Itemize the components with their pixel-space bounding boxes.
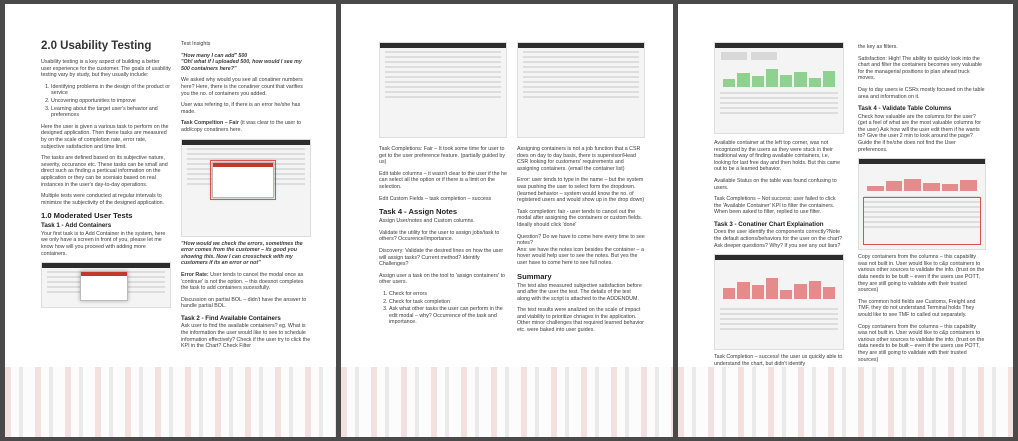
page-title: 2.0 Usability Testing [41,40,152,52]
chart-screenshot-thumbnail [714,42,844,134]
spread1-left-column [41,40,171,312]
screenshot-thumbnail [379,42,507,138]
intro-paragraph: Usability testing is a key aspect of building a better user experience for the customer. The goals of usability testing vary by study, but they usually include: [41,59,171,79]
task-heading: Task 3 - Conatiner Chart Explaination [714,220,824,228]
paragraph: Your first task is to Add Container in the system, here we only have a screen in front of you, please let me know how will you proceed with adding more containers. [41,230,166,257]
paragraph: The test also measured subjective satisfaction before and after the user the test. The details of the test along with the script is attached to the ADDENDUM. [517,282,642,302]
paragraph: Ask user to find the available containers? eg. What is the information the user would like to see to schedule information effectively? Check if the user try to click the KPI in the Chart? Check Filter [181,323,311,350]
goals-list [51,84,171,119]
paragraph: Here the user is given a various task to perform on the designed application. Then these tasks are measured by on the scale of completion rate, error rate, subjective satisfaction and time limit. [41,123,169,150]
insights-label: Test Insights [181,41,211,47]
task-heading: Task 4 - Assign Notes [379,207,458,217]
paragraph: Available container at the left top corner, was not recognized by the users as they were stuck in their traditional way of finding available containers, i.e, looking for last free day and then holds. But this came out to be a learned behavior. [714,140,841,173]
paragraph: Task Completions: Fair – It took some time for user to get to the user preference feature. (partially guided by us) [379,146,506,166]
spread-3 [678,4,1013,437]
task-heading: Task 2 - Find Available Containers [181,314,281,322]
paragraph: User was refering to, if there is an error he/she has made. [181,102,301,115]
paragraph: Question? Do we have to come here every time to see notes? Ans: we have the notes icon besides the container – a hover would help user to see the notes. But yes the user have to come here to see full notes. [517,233,645,266]
spread2-right-column [517,42,645,339]
paragraph: Validate the utility for the user to assign jobs/task to others? Occurence/Importance. [379,229,500,243]
list-item: 1. Check for errors [389,291,507,298]
paragraph: The test results were analized on the scale of impact and viability to prioritize chnages in the application. Other minor challenges that required learned behavior etc. were baked into user guides. [517,307,644,334]
paragraph: We asked why would you see all conatiner numbers here? Here, there is the conatiner count that varifies you the no. of containers you added. [181,77,303,97]
spread3-right-column [858,44,986,368]
spread-1 [5,4,336,437]
paragraph: Copy containers from the columns – this capability was not built in. User would like to c&p containers to various other sources to validate the info. (trust on the data needs to be built – even if the users use POTT, they are still going to validate with their trusted sources) [858,254,985,294]
paragraph: Available Status on the table was found confusing to users. [714,177,837,191]
paragraph: Multiple tests were conducted at regular intervals to minimize the subjectivity of the designed application. [41,193,165,206]
paragraph: Task completion: fair - user tends to cancel out the modal after assigning the containers or custom fields. Ideally should click 'done' [517,208,643,228]
screenshot-thumbnail [517,42,645,138]
paragraph: Error: user tends to type in the name – but the system was pushing the user to select form the dropdown. (learned behavior – system would know the no. of registered users and would show up in the drop down) [517,177,645,204]
paragraph: Copy containers from the columns – this capability was not built in. User would like to c&p containers to various other sources to validate the info. (trust on the data needs to be built – even if the users use POTT, they are still going to validate with their trusted sources) [858,323,985,363]
highlight-frame [863,197,981,245]
paragraph: Discovery: Validate the desired lines on how the user will assign tasks? Current method? Identify Challenges? [379,247,504,268]
paragraph: Task Completion – success! the user us quickly able to understand the chart, but didn't identify [714,354,843,367]
screenshot-thumbnail [181,139,311,237]
paragraph: Assigning containers is not a job function that a CSR does on day to day basis, there is supervisor/Head CSR looking for customers' requirements and assigning containers. (email the container list) [517,146,641,172]
label: Error Rate: [181,271,209,278]
label: Task Compeltion – Fair [181,120,239,127]
paragraph: Edit table columns – it wasn't clear to the user if the he can select all the option or if there is a limit on the selection. [379,170,507,190]
task-heading: Task 1 - Add Containers [41,222,112,230]
paragraph: Check how valuable are the columns for the user? (get a feel of what are the most valuable columns for the user) Ask how will the user edit them if he wants to? Give the user 2 min to look around the page? Guide the if he/she does not find the User preferences. [858,113,982,153]
paragraph: Day to day users ie CSRs mostly focused on the table area and information on it. [858,86,985,100]
paragraph: Task Completions – Not success: user failed to click the 'Available Container' KPI to filter the containers. When been asked to filter, replied to use filter. [714,196,836,216]
chart-bars [723,277,835,299]
chart-bars [867,177,977,191]
paragraph: Does the user identify the components correctly?Note the default actions/behaviors for the user on the chart?Ask deeper questions? Why? If you see any out liars? [714,229,843,249]
quote: "How many I can add" 500 "Oh! what if I uploaded 500, how would I see my 500 containers here?" [181,52,302,72]
background-illustration [341,367,673,437]
paragraph: The common hold fields are Customs, Freight and TMF, they do not understand Terminal holds They would like to see TMF to called out separately. [858,298,976,318]
chart-bars [723,67,835,87]
checklist [389,291,507,326]
paragraph: Assign user a task on the tool to 'assign containers' to other users. [379,272,505,286]
modal-thumbnail [80,271,128,301]
section-heading: 1.0 Moderated User Tests [41,211,133,221]
task-completion-note: Task Compeltion – Fair (it was clear to the user to add/copy conatiners here. [181,120,302,133]
error-rate-note: Error Rate: User tends to cancel the modal once as 'continue' is not the option. – this doesnot completes the task to add containers sucessfully. [181,271,304,292]
paragraph: Satisfaction: High! The ability to quickly look into the chart and filter the containers becomes very valuable for the managerial positions to plan ahead truck moves. [858,55,982,82]
task-heading: Task 4 - Validate Table Columns [858,105,952,113]
paragraph: the key as filters. [858,44,898,50]
chart-screenshot-thumbnail [714,254,844,350]
screenshot-thumbnail [41,262,171,308]
background-illustration [678,367,1013,437]
spread1-right-column [181,41,311,355]
spread-2 [341,4,673,437]
paragraph: The tasks are defined based on its subjective nature, severity, occurance etc. These tasks can be small and direct such as finding a perticual information on the application or they can be sceniaio based on real instances in the user's day-to-day operations. [41,155,168,188]
list-item: 3. Ask what other tasks the user can perform in the edit modal – why? Occurrence of the task and importance. [389,306,507,326]
list-item: 2. Check for task completion [389,299,507,306]
summary-heading: Summary [517,271,552,281]
highlight-frame [210,160,276,200]
list-item: 2. Uncovering opportunities to improve [51,98,171,105]
table-screenshot-thumbnail [858,158,986,250]
list-item: 1. Identifying problems in the design of the product or service [51,84,171,97]
spread2-left-column [379,42,507,331]
list-item: 3. Learning about the target user's behavior and preferences [51,106,171,119]
paragraph: Assign User/notes and Custom columns. [379,218,475,225]
spread3-left-column [714,42,844,372]
paragraph: Edit Custom Fields – task completion – success [379,195,492,202]
quote: "How would we check the errors, sometimes the error comes from the customer – its good you showing this. Now I can crosscheck with my customers if its an error or not" [181,240,303,267]
background-illustration [5,367,336,437]
paragraph: Discussion on partial BOL – didn't have the answer to handle partial BOL. [181,296,307,310]
